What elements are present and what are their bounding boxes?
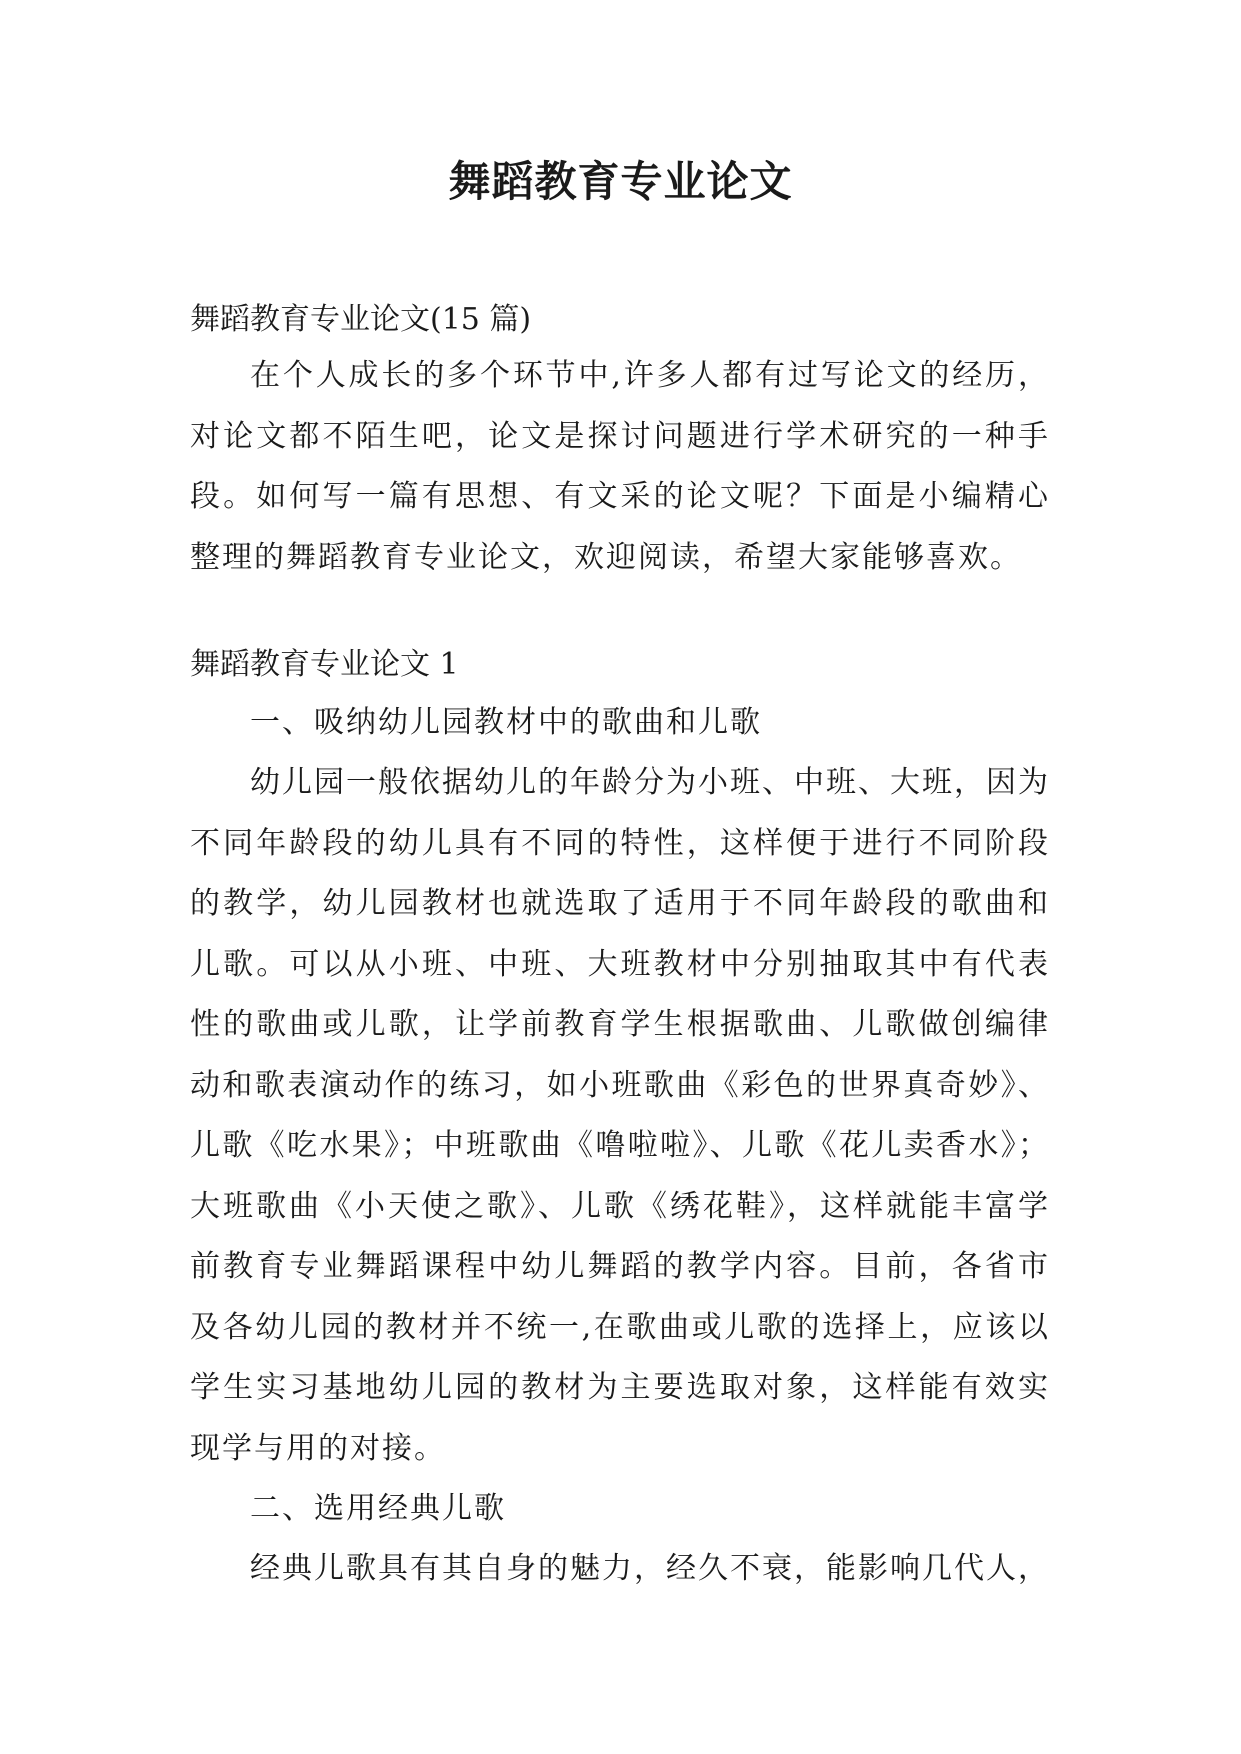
point-paragraph-2: 经典儿歌具有其自身的魅力，经久不衰，能影响几代人， — [250, 1551, 1050, 1586]
document-subtitle: 舞蹈教育专业论文(15 篇) — [190, 302, 532, 337]
section-heading: 舞蹈教育专业论文 1 — [190, 647, 459, 682]
document-title: 舞蹈教育专业论文 — [448, 157, 793, 206]
point-paragraph-1: 幼儿园一般依据幼儿的年龄分为小班、中班、大班，因为不同年龄段的幼儿具有不同的特性，这样便于进行不同阶段的教学，幼儿园教材也就选取了适用于不同年龄段的歌曲和儿歌。可以从小班、中班、大班教材中分别抽取其中有代表性的歌曲或儿歌，让学前教育学生根据歌曲、儿歌做创编律动和歌表演动作的练习，如小班歌曲《彩色的世界真奇妙》、儿歌《吃水果》；中班歌曲《噜啦啦》、儿歌《花儿卖香水》；大班歌曲《小天使之歌》、儿歌《绣花鞋》，这样就能丰富学前教育专业舞蹈课程中幼儿舞蹈的教学内容。目前，各省市及各幼儿园的教材并不统一,在歌曲或儿歌的选择上，应该以学生实习基地幼儿园的教材为主要选取对象，这样能有效实现学与用的对接。 — [190, 765, 1050, 1466]
section-body — [190, 693, 1050, 1600]
point-heading-2: 二、选用经典儿歌 — [250, 1491, 506, 1526]
point-heading-1: 一、吸纳幼儿园教材中的歌曲和儿歌 — [250, 705, 762, 740]
intro-paragraph: 在个人成长的多个环节中,许多人都有过写论文的经历，对论文都不陌生吧，论文是探讨问题进行学术研究的一种手段。如何写一篇有思想、有文采的论文呢？下面是小编精心整理的舞蹈教育专业论文，欢迎阅读，希望大家能够喜欢。 — [190, 358, 1050, 575]
